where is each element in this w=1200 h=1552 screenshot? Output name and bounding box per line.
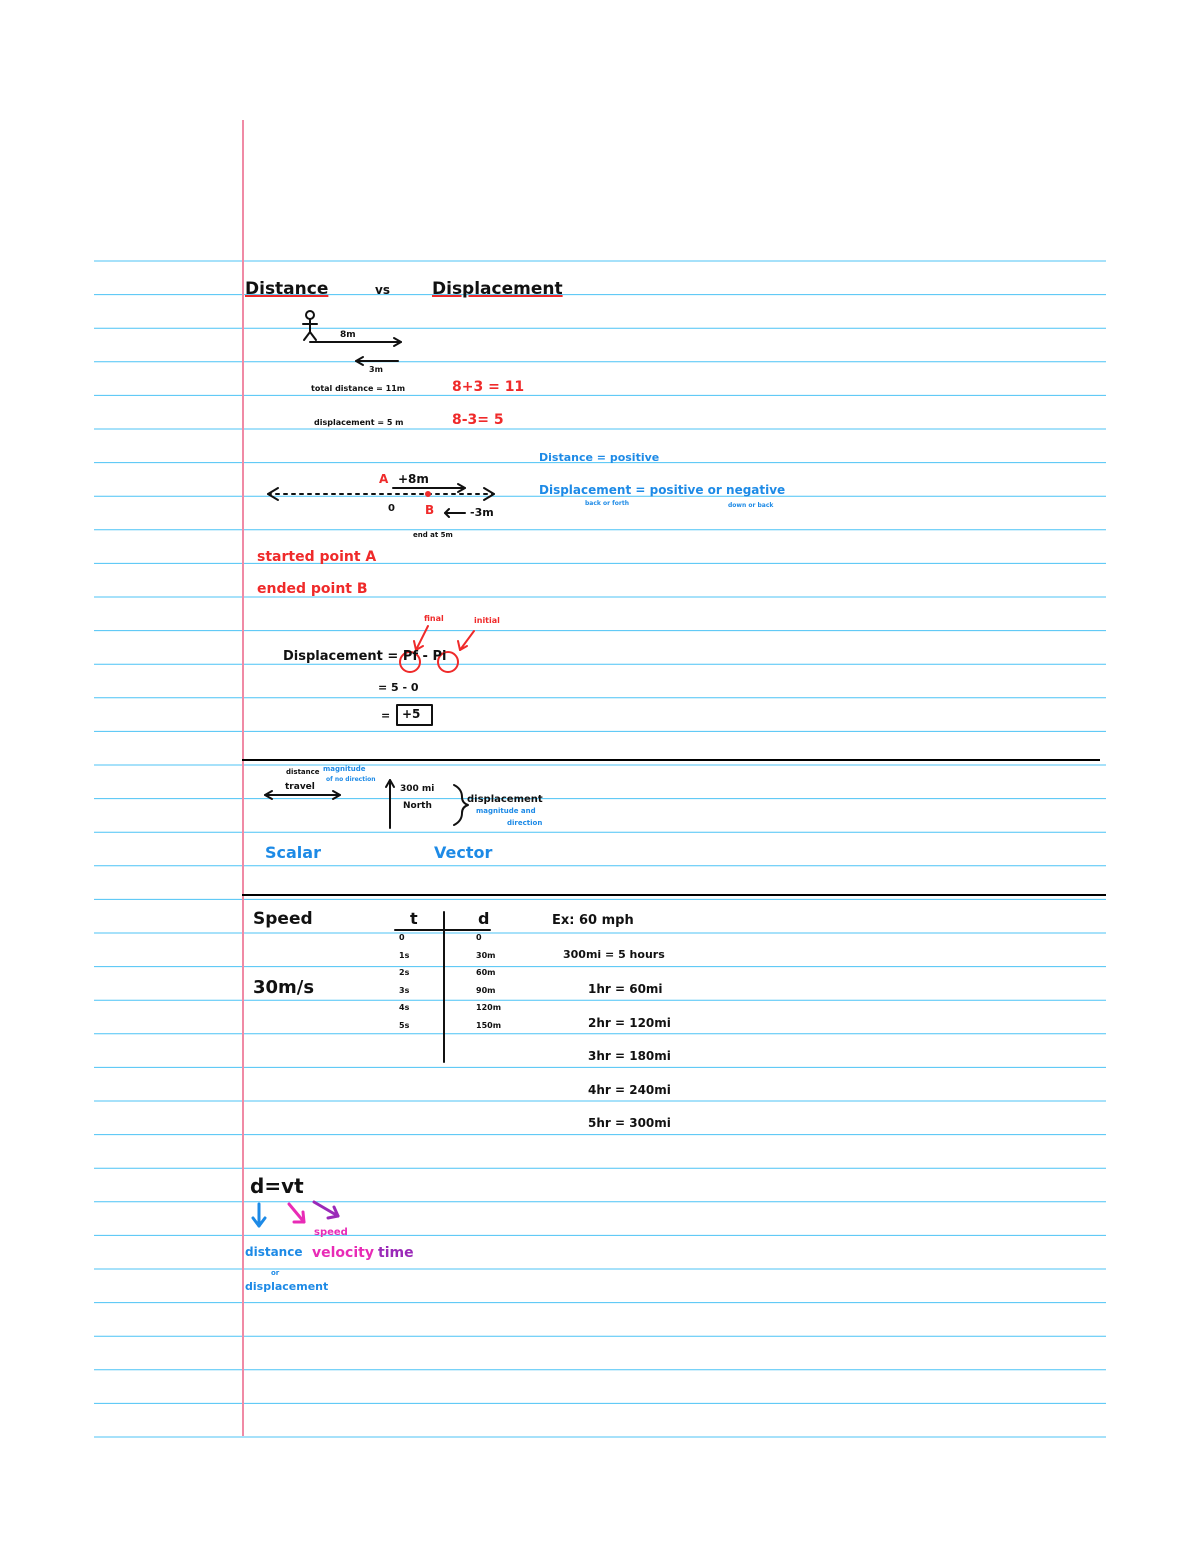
arrow-label-3m: 3m	[369, 365, 383, 374]
scalar-label: Scalar	[265, 843, 321, 862]
minus-3m-arrow-icon	[445, 509, 465, 517]
t-value: 5s	[399, 1020, 410, 1030]
displacement-calc: 8-3= 5	[452, 412, 504, 428]
t-value: 3s	[399, 985, 410, 995]
stick-figure-icon	[303, 311, 317, 340]
d-value: 60m	[476, 968, 496, 977]
or-word: or	[271, 1269, 280, 1277]
distance-label: distance	[286, 768, 320, 776]
displacement-word: displacement	[467, 794, 543, 805]
distance-word: distance	[245, 1245, 303, 1259]
displacement-formula: Displacement = Pf - Pi	[283, 649, 447, 664]
arrow-label-8m: 8m	[340, 330, 356, 340]
formula-result: +5	[402, 707, 421, 721]
start-point-text: started point A	[257, 549, 377, 565]
t-value: 1s	[399, 950, 410, 960]
example-title: Ex: 60 mph	[552, 913, 634, 928]
d-value: 90m	[476, 985, 496, 995]
end-point-text: ended point B	[257, 581, 368, 597]
no-direction-label: of no direction	[326, 776, 376, 783]
table-header-d: d	[478, 909, 490, 928]
north-label: North	[403, 801, 432, 811]
d-value: 120m	[476, 1003, 502, 1012]
origin-note: end at 5m	[413, 531, 453, 539]
note-sub-right: down or back	[728, 502, 774, 509]
total-distance-text: total distance = 11m	[311, 384, 406, 393]
time-word: time	[378, 1245, 414, 1261]
example-hour-row: 4hr = 240mi	[588, 1082, 671, 1097]
speed-word: speed	[314, 1227, 348, 1238]
title-distance: Distance	[245, 279, 329, 299]
initial-label: initial	[474, 616, 500, 625]
point-a-label: A	[379, 472, 389, 486]
table-header-t: t	[410, 909, 418, 928]
double-arrow-icon	[265, 791, 340, 799]
d-value: 30m	[476, 950, 496, 960]
magnitude-label: magnitude	[323, 765, 366, 773]
t-value: 4s	[399, 1003, 410, 1012]
point-b-label: B	[425, 503, 435, 517]
vector-label: Vector	[434, 843, 493, 862]
distance-positive-note: Distance = positive	[539, 451, 660, 464]
magnitude-direction-2: direction	[507, 819, 543, 827]
zero-label: 0	[388, 503, 395, 514]
velocity-word: velocity	[312, 1245, 374, 1261]
distance-arrow-icon	[253, 1204, 265, 1226]
title-vs: vs	[375, 283, 390, 297]
d-value: 150m	[476, 1020, 502, 1030]
example-hour-row: 3hr = 180mi	[588, 1049, 671, 1064]
speed-title: Speed	[253, 909, 313, 929]
velocity-arrow-icon	[289, 1204, 304, 1222]
miles-label: 300 mi	[400, 784, 435, 794]
curly-brace-icon	[454, 785, 468, 825]
displacement-sign-note: Displacement = positive or negative	[539, 483, 786, 497]
t-value: 2s	[399, 968, 410, 977]
plus-8m-label: +8m	[398, 472, 429, 486]
t-value: 0	[399, 933, 405, 942]
point-b-dot	[425, 491, 431, 497]
arrow-left-icon	[356, 357, 398, 365]
example-hour-row: 5hr = 300mi	[588, 1116, 671, 1131]
example-hour-row: 1hr = 60mi	[588, 982, 663, 996]
note-sub-left: back or forth	[585, 500, 629, 507]
displacement-word-2: displacement	[245, 1280, 329, 1293]
d-value: 0	[476, 933, 482, 942]
title-displacement: Displacement	[432, 279, 563, 299]
example-hour-row: 2hr = 120mi	[588, 1015, 671, 1030]
total-distance-calc: 8+3 = 11	[452, 379, 525, 395]
final-arrow-icon	[414, 626, 428, 650]
final-label: final	[424, 614, 444, 623]
formula-dvt: d=vt	[250, 1174, 304, 1198]
travel-label: travel	[285, 782, 315, 792]
speed-value: 30m/s	[253, 977, 315, 998]
initial-arrow-icon	[458, 631, 474, 650]
formula-step-2: =	[381, 709, 391, 722]
displacement-text: displacement = 5 m	[314, 418, 404, 427]
example-line-1: 300mi = 5 hours	[563, 948, 665, 961]
formula-step-1: = 5 - 0	[378, 681, 419, 694]
time-arrow-icon	[314, 1202, 338, 1218]
vertical-arrow-icon	[386, 780, 394, 828]
magnitude-direction-1: magnitude and	[476, 807, 536, 815]
minus-3m-label: -3m	[470, 506, 494, 519]
